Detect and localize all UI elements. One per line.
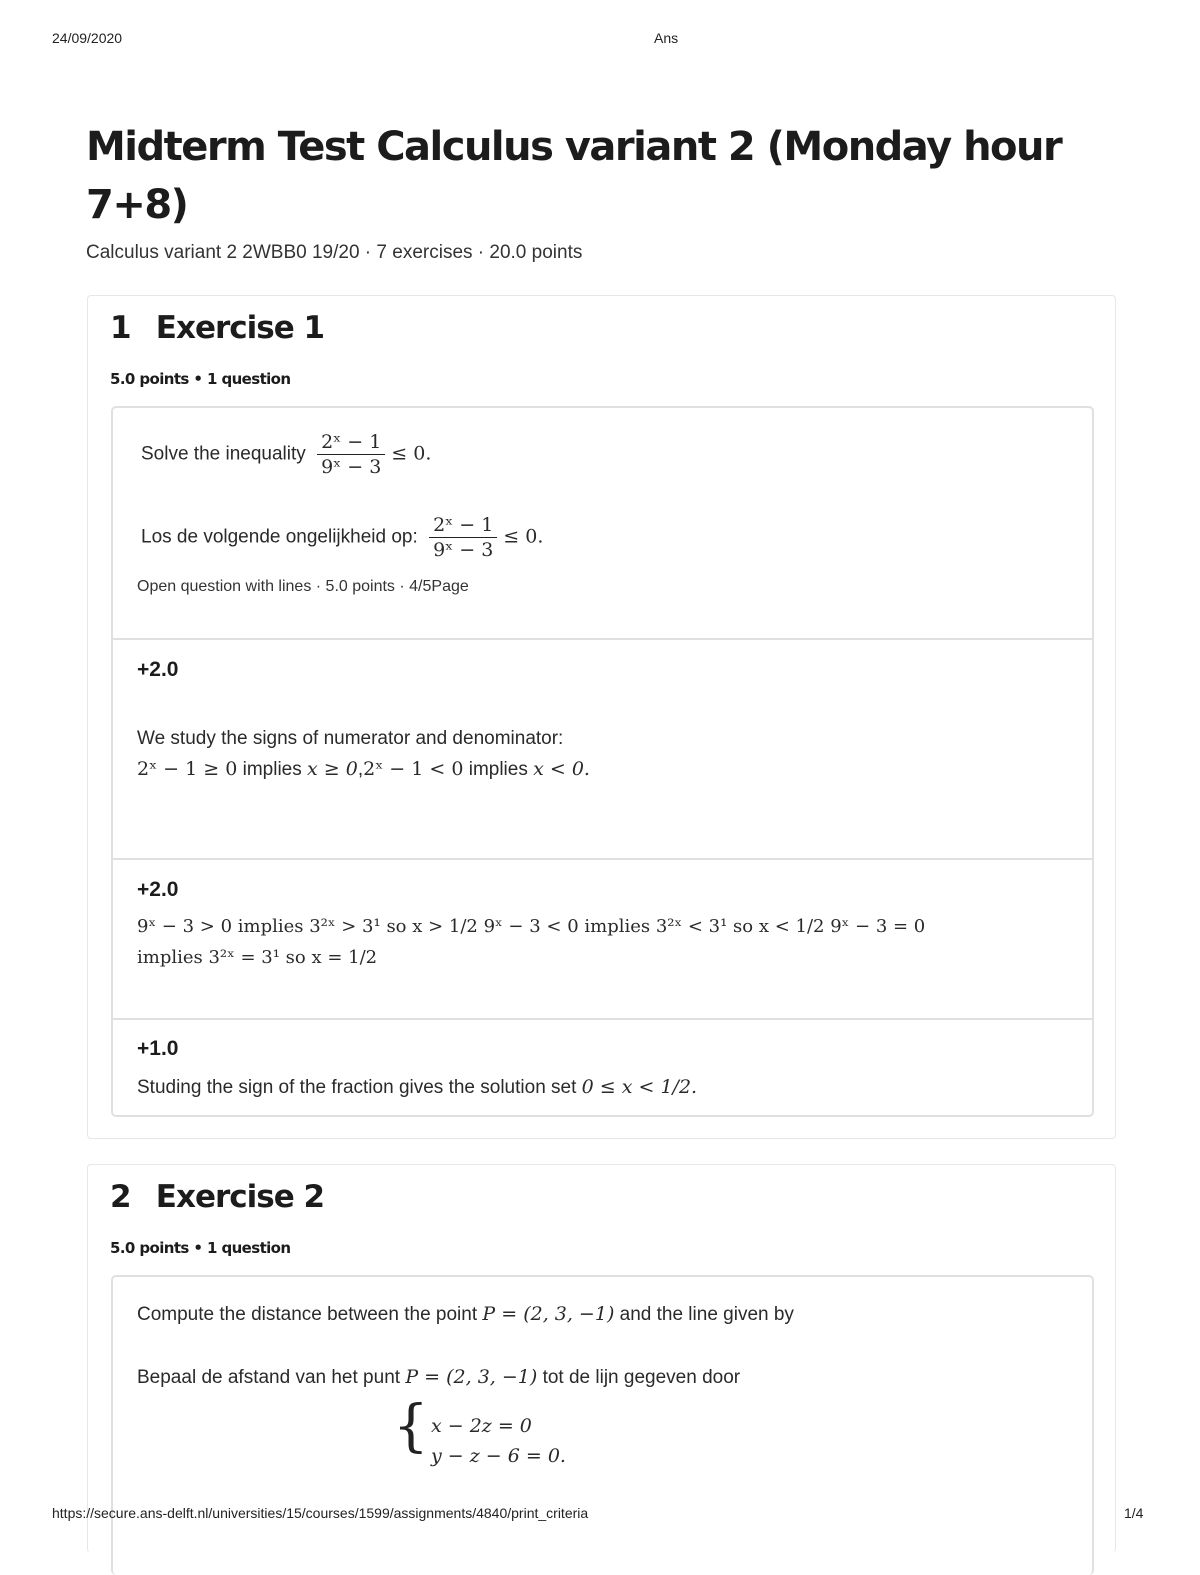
criterion-1 bbox=[113, 638, 1092, 860]
criterion-math: 9ˣ − 3 > 0 implies 3²ˣ > 3¹ so x > 1/2 9ˣ − 3 < 0 implies 3²ˣ < 3¹ so x < 1/2 9ˣ − 3 = 0 bbox=[137, 916, 926, 937]
assignment-summary: Calculus variant 2 2WBB0 19/20 · 7 exercises · 20.0 points bbox=[86, 242, 583, 263]
criterion-math: 2ˣ − 1 ≥ 0 implies x ≥ 0,2ˣ − 1 < 0 implies x < 0. bbox=[137, 758, 590, 780]
exercise-heading bbox=[110, 310, 324, 346]
system-equation: x − 2z = 0 bbox=[431, 1415, 532, 1437]
exercise-title: Exercise 1 bbox=[155, 310, 325, 346]
fraction: $\frac{\text{2ˣ − 1}}{\text{9ˣ − 3}}$ bbox=[317, 430, 385, 479]
print-app-name: Ans bbox=[654, 30, 679, 46]
question-prompt-en: Compute the distance between the point P = (2, 3, −1) and the line given by bbox=[137, 1303, 794, 1325]
question-prompt-nl: Los de volgende ongelijkheid op: $\frac{\text{2ˣ − 1}}{\text{9ˣ − 3}}$ ≤ 0. bbox=[141, 514, 544, 561]
criterion-points: +1.0 bbox=[137, 1037, 179, 1060]
question-box bbox=[111, 406, 1094, 1117]
exercise-number: 1 bbox=[110, 310, 131, 346]
criterion-math: implies 3²ˣ = 3¹ so x = 1/2 bbox=[137, 947, 378, 968]
print-url: https://secure.ans-delft.nl/universities/15/courses/1599/assignments/4840/print_criteria bbox=[52, 1505, 589, 1521]
criterion-points: +2.0 bbox=[137, 658, 179, 681]
exercise-meta: 5.0 points • 1 question bbox=[110, 1239, 291, 1257]
exercise-card-2 bbox=[87, 1164, 1116, 1553]
question-prompt-nl: Bepaal de afstand van het punt P = (2, 3, −1) tot de lijn gegeven door bbox=[137, 1366, 741, 1388]
exercise-heading bbox=[110, 1179, 324, 1215]
system-equation: y − z − 6 = 0. bbox=[431, 1445, 566, 1467]
exercise-title: Exercise 2 bbox=[155, 1179, 325, 1215]
question-prompt-en: Solve the inequality $\frac{\text{2ˣ − 1}}{\text{9ˣ − 3}}$ ≤ 0. bbox=[141, 431, 432, 478]
print-date: 24/09/2020 bbox=[52, 30, 123, 46]
exercise-meta: 5.0 points • 1 question bbox=[110, 370, 291, 388]
exercise-number: 2 bbox=[110, 1179, 131, 1215]
question-box: Compute the distance between the point P = (2, 3, −1) and the line given by Bepaal de afstand van het punt P = (2, 3, −1) tot de lijn gegeven door { x − 2z = 0 y − z − 6 = 0. bbox=[111, 1275, 1094, 1575]
fraction: $\frac{\text{2ˣ − 1}}{\text{9ˣ − 3}}$ bbox=[429, 513, 497, 562]
print-page-number: 1/4 bbox=[1124, 1505, 1144, 1521]
criterion-2 bbox=[113, 858, 1092, 1020]
criterion-3 bbox=[113, 1018, 1092, 1117]
page-title: Midterm Test Calculus variant 2 (Monday hour 7+8) bbox=[86, 124, 1062, 228]
criterion-text: Studing the sign of the fraction gives the solution set 0 ≤ x < 1/2. bbox=[137, 1076, 698, 1098]
question-segment bbox=[113, 408, 1092, 640]
criterion-text: We study the signs of numerator and denominator: bbox=[137, 728, 564, 749]
question-info: Open question with lines · 5.0 points · 4/5Page bbox=[137, 578, 469, 595]
exercise-card-1 bbox=[87, 295, 1116, 1139]
criterion-points: +2.0 bbox=[137, 878, 179, 901]
